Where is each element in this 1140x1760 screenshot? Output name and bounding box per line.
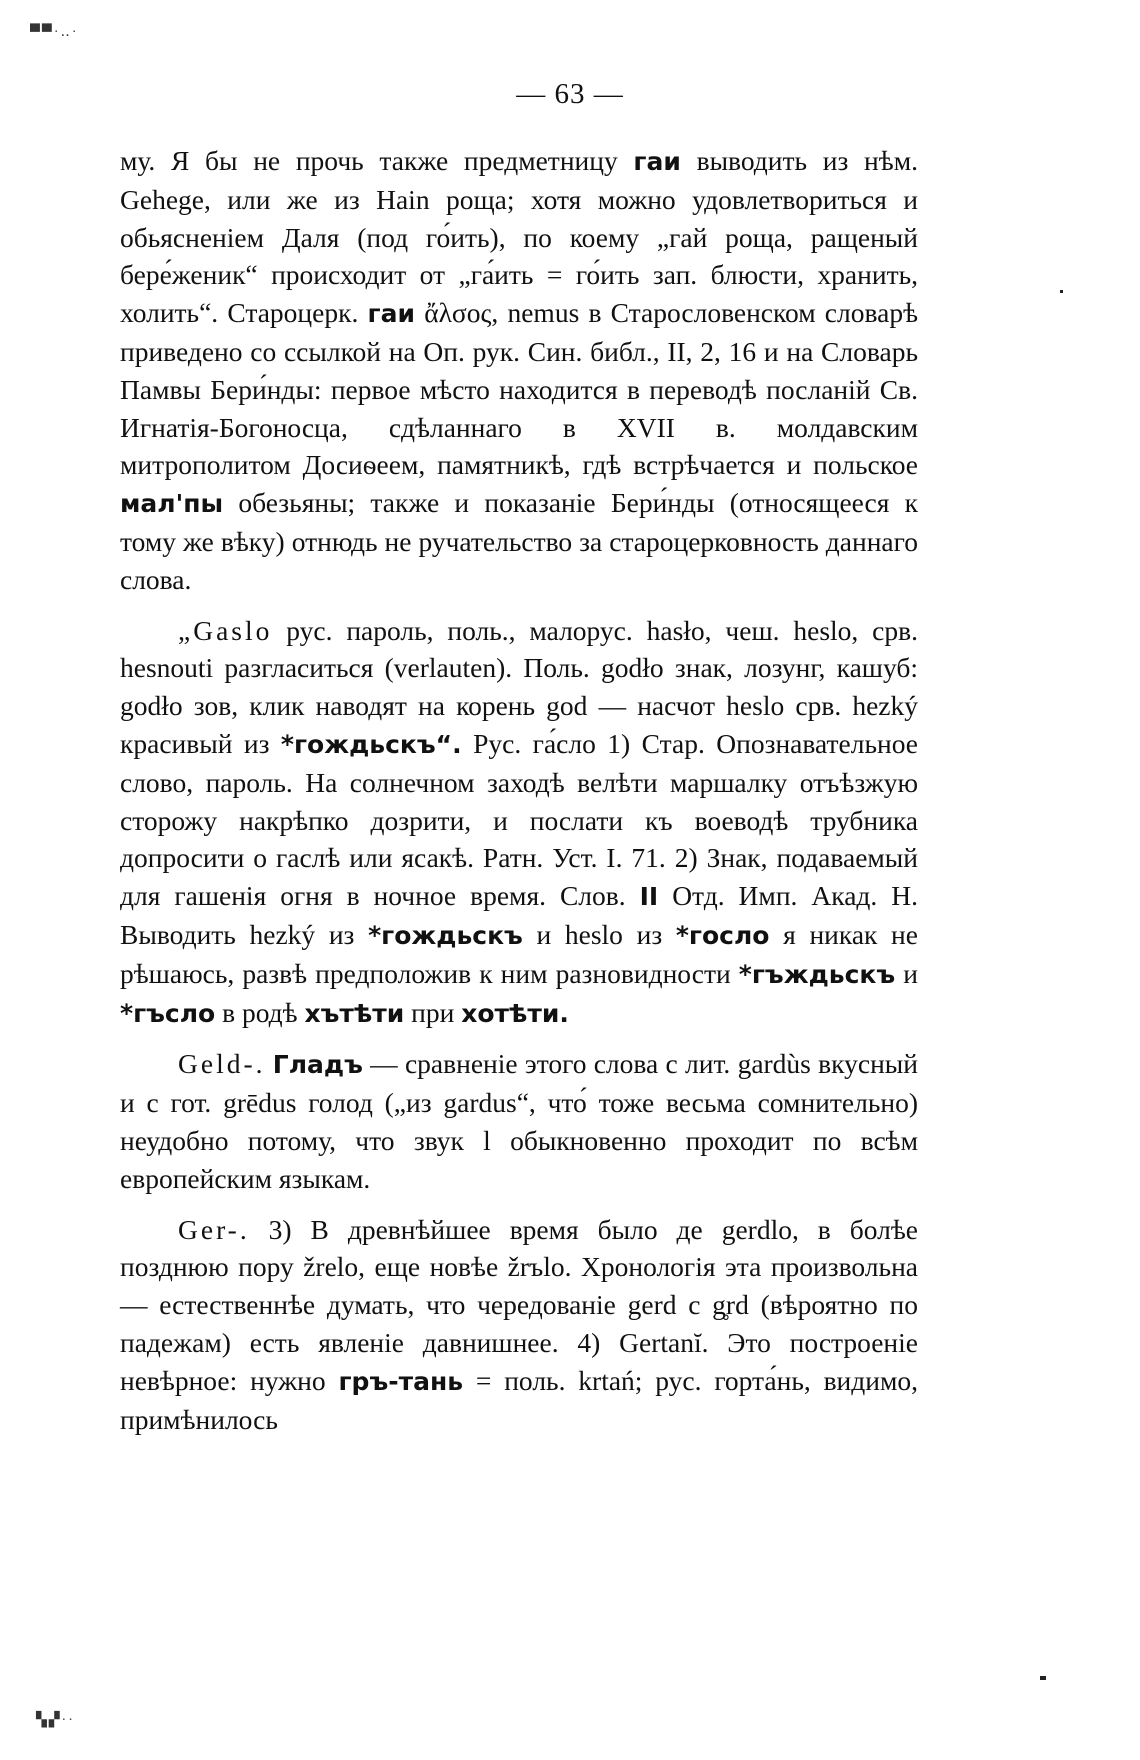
spaced-headword: Ger-. [178,1213,250,1245]
bold-term: *гъсло [120,998,216,1028]
spaced-headword: Geld-. [178,1048,266,1080]
body-text [120,142,918,1438]
text-run: му. Я бы не прочь также предметницу [120,145,634,176]
bold-term: *гождьскъ [368,920,523,950]
bold-term: хотѣти. [461,998,569,1028]
bold-term: *гождьскъ“. [280,729,462,759]
bold-term: Гладъ [272,1050,363,1080]
text-run: = поль. krtań; рус. горта́нь, видимо, примѣнилось [120,1364,919,1435]
text-run [266,1048,273,1079]
paragraph-4 [120,1211,918,1439]
paragraph-2 [120,612,918,1033]
bold-term: гаи [633,147,681,176]
text-run: ἄλσος, nemus в Старословенском словарѣ приведено со ссылкой на Оп. рук. Син. библ., II, 2, 16 и на Словарь Памвы Бери́нды: первое мѣсто находится в переводѣ посланій Св. Игнатія-Богоносца, сдѣланнаго в XVII в. молдавским митрополитом Досиѳеем, памятникѣ, гдѣ встрѣчается и польское [120,297,918,481]
bold-term: гаи [367,299,415,329]
scan-smudge-bottom-left: ▚▞·· [36,1713,75,1728]
scan-speck [1040,1676,1046,1680]
text-run: и heslo из [522,918,676,950]
paragraph-1 [120,142,918,599]
text-run: Отд. Имп. Акад. Н. Выводить hezký из [120,880,918,950]
paragraph-3 [120,1045,918,1197]
page-number: — 63 — [516,78,624,110]
text-run: выводить из нѣм. Gehege, или же из Hain роща; хотя можно удовлетвориться и обьясненіем Даля (под го́ить), по коему „гай роща, ращеный бере́женик“ происходит от „га́ить = го́ить зап. блюсти, хранить, холить“. Староцерк. [120,145,918,329]
bold-term: *гъждьскъ [738,959,896,989]
text-run: я никак не рѣшаюсь, развѣ предположив к ним разновидности [120,918,918,989]
scan-smudge-top-left: ▀▀·‥· [30,25,79,40]
text-run: рус. пароль, поль., малорус. hasło, чеш. heslo, срв. hesnouti разгласиться (verlauten). Поль. godło знак, лозунг, кашуб: godło зов, клик наводят на корень god — насчот heslo срв. hezký красивый из [120,614,918,759]
bold-term: *госло [675,920,770,950]
scan-speck [1060,290,1063,293]
bold-term: II [639,882,659,912]
text-run: 3) В древнѣйшее время было де gerdlo, в болѣе позднюю пору žrelo, еще новѣе žrъlo. Хронологія эта произвольна — естественнѣе думать, что чередованіе gerd с g̥rd (вѣроятно по падежам) есть явленіе давнишнее. 4) Gertanĭ. Это построеніе невѣрное: нужно [120,1213,918,1396]
text-run: и [895,957,918,989]
text-run: — сравненіе этого слова с лит. gardùs вкусный и с гот. grēdus голод („из gardus“, что́ тоже весьма сомнительно) неудобно потому, что звук l обыкновенно проходит по всѣм европейским языкам. [120,1048,918,1194]
text-run: при [404,996,462,1028]
bold-term: гръ-тань [338,1366,464,1396]
bold-term: мал'пы [120,489,224,519]
text-run: Рус. га́сло 1) Стар. Опознавательное слово, пароль. На солнечном заходѣ велѣти маршалку отъѣзжую сторожу накрѣпко дозрити, и послати къ воеводѣ трубника допросити о гаслѣ или ясакѣ. Ратн. Уст. I. 71. 2) Знак, подаваемый для гашенія огня в ночное время. Слов. [120,727,918,912]
spaced-headword: „Gaslo [178,614,273,646]
text-run: обезьяны; также и показаніе Бери́нды (относящееся к тому же вѣку) отнюдь не ручательство за староцерковность даннаго слова. [120,487,918,595]
bold-term: хътѣти [304,998,405,1028]
text-run: в родѣ [215,996,305,1028]
